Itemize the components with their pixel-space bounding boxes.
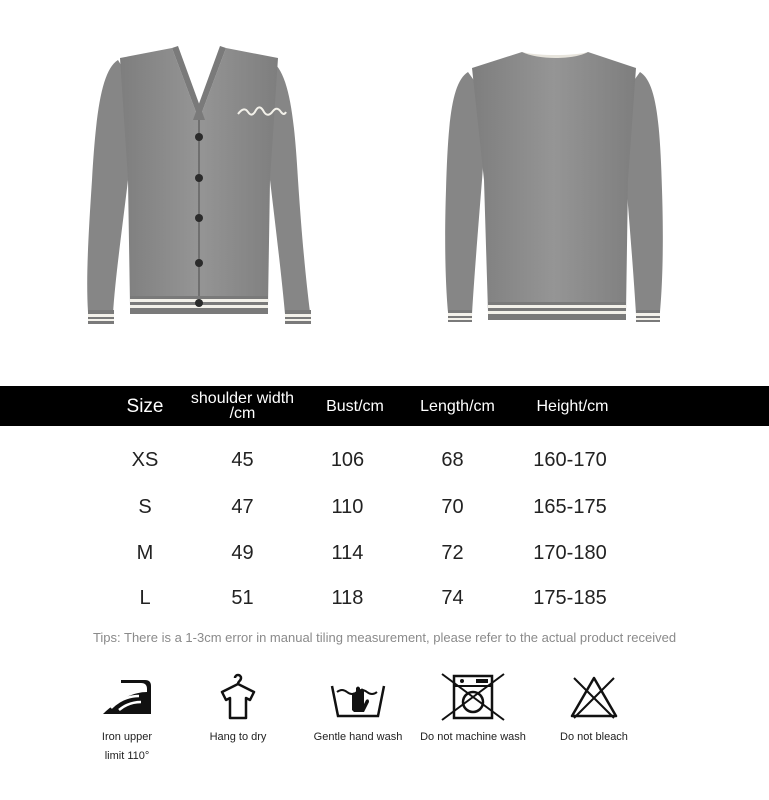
hand-wash-icon [328,672,388,722]
care-item-no-bleach [534,672,654,747]
cell-height: 165-175 [533,495,607,518]
cell-shoulder: 51 [231,586,254,609]
care-label: Hang to dry [209,731,267,743]
care-label: Iron upper limit 110° [101,731,153,762]
cell-size: L [139,586,151,609]
care-item-no-machine-wash [413,672,533,747]
cell-length: 72 [441,541,464,564]
header-size: Size [126,395,164,417]
measurement-tips: Tips: There is a 1-3cm error in manual tiling measurement, please refer to the actual product received [92,630,677,645]
cell-length: 68 [441,448,464,471]
care-label: Do not machine wash [420,731,526,743]
cell-height: 175-185 [533,586,607,609]
header-shoulder-line1: shoulder width [190,390,295,407]
cell-size: S [138,495,152,518]
care-item-hang-dry [178,672,298,747]
cell-size: XS [131,448,159,471]
header-height: Height/cm [536,397,609,415]
cell-height: 160-170 [533,448,607,471]
header-bust: Bust/cm [326,397,384,415]
cardigan-front-image [87,46,311,324]
table-row [0,583,769,613]
header-shoulder-line2: /cm [229,405,256,422]
no-bleach-icon [564,672,624,722]
care-label: Do not bleach [560,731,628,743]
cell-size: M [136,541,154,564]
iron-icon [97,672,157,722]
table-row [0,538,769,568]
cell-length: 70 [441,495,464,518]
cell-height: 170-180 [533,541,607,564]
cell-bust: 106 [330,448,365,471]
cell-bust: 110 [331,495,364,518]
cardigan-photos [0,0,769,385]
cardigan-back-image [445,52,663,322]
header-length: Length/cm [420,397,495,415]
cell-bust: 118 [331,586,364,609]
care-item-hand-wash [298,672,418,747]
size-table-header [0,386,769,426]
care-label: Gentle hand wash [313,731,403,743]
cell-shoulder: 45 [231,448,254,471]
cell-shoulder: 47 [231,495,254,518]
header-shoulder-width [180,386,305,426]
table-row [0,445,769,475]
cell-bust: 114 [331,541,364,564]
no-machine-wash-icon [438,672,508,722]
care-item-iron [67,672,187,766]
table-row [0,492,769,522]
hang-dry-icon [208,672,268,722]
cell-length: 74 [441,586,464,609]
product-photos [0,0,769,385]
cell-shoulder: 49 [231,541,254,564]
